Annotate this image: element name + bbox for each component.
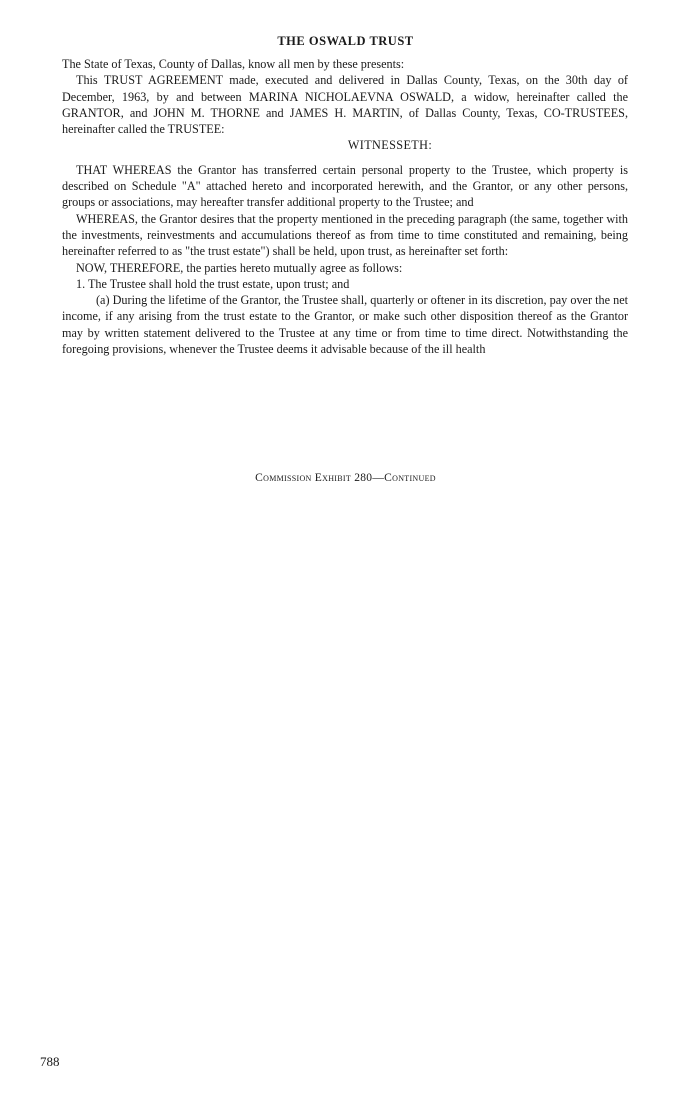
page-number: 788 [40,1054,60,1069]
paragraph-spacer [62,154,628,162]
paragraph-now-therefore: NOW, THEREFORE, the parties hereto mutually agree as follows: [76,260,403,275]
paragraph-whereas-2: WHEREAS, the Grantor desires that the property mentioned in the preceding paragraph (the same, together with the investments, reinvestments and accumulations thereof as from time to time constituted and remaining, being hereinafter referred to as "the trust estate") shall be held, upon trust, as hereinafter set forth: [62,211,628,259]
paragraph-preamble: The State of Texas, County of Dallas, know all men by these presents: [62,57,405,71]
document-body [62,56,628,357]
exhibit-caption [0,472,691,484]
paragraph-clause-1a: (a) During the lifetime of the Grantor, the Trustee shall, quarterly or oftener in its discretion, pay over the net income, if any arising from the trust estate to the Grantor, or make such other disposition thereof as the Grantor may by written statement delivered to the Trustee at any time or from time to time direct. Notwithstanding the foregoing provisions, whenever the Trustee deems it advisable because of the ill health [62,293,628,357]
document-title: THE OSWALD TRUST [277,34,414,48]
paragraph-witnesseth: WITNESSETH: [347,138,433,153]
paragraph-agreement: This TRUST AGREEMENT made, executed and delivered in Dallas County, Texas, on the 30th day of December, 1963, by and between MARINA NICHOLAEVNA OSWALD, a widow, hereinafter called the GRANTOR, and JOHN M. THORNE and JAMES H. MARTIN, of Dallas County, Texas, CO-TRUSTEES, hereinafter called the TRUSTEE: [62,73,628,137]
paragraph-clause-1: 1. The Trustee shall hold the trust estate, upon trust; and [76,276,350,291]
paragraph-whereas-1: THAT WHEREAS the Grantor has transferred certain personal property to the Trustee, which property is described on Schedule "A" attached hereto and incorporated herewith, and the Grantor, or any other persons, groups or associations, may hereafter transfer additional property to the Trustee; and [62,162,628,210]
exhibit-caption-text: Commission Exhibit 280—Continued [255,472,436,484]
